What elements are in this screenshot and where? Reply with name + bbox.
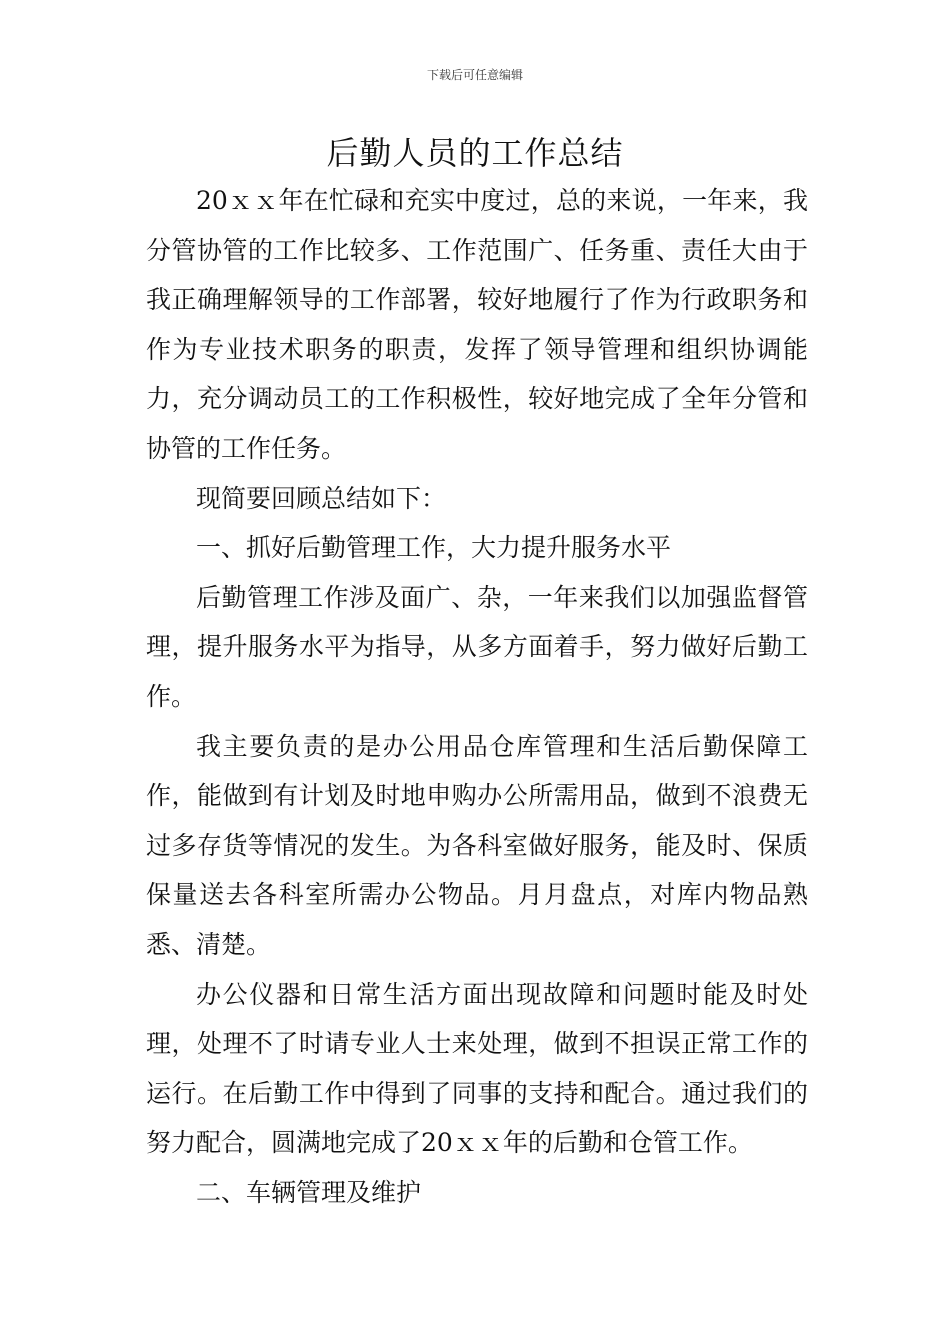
- section-heading-2: 二、车辆管理及维护: [196, 1177, 422, 1207]
- document-title: 后勤人员的工作总结: [326, 134, 624, 172]
- document-body: [146, 176, 808, 1217]
- section-heading-1: 一、抓好后勤管理工作，大力提升服务水平: [196, 533, 672, 563]
- paragraph-intro: 20ｘｘ年在忙碌和充实中度过，总的来说，一年来，我分管协管的工作比较多、工作范围广、任务重、责任大由于我正确理解领导的工作部署，较好地履行了作为行政职务和作为专业技术职务的职责，发挥了领导管理和组织协调能力，充分调动员工的工作积极性，较好地完成了全年分管和协管的工作任务。: [146, 186, 808, 463]
- paragraph-summary-lead: 现简要回顾总结如下：: [196, 483, 447, 513]
- paragraph-office-supplies: 我主要负责的是办公用品仓库管理和生活后勤保障工作，能做到有计划及时地申购办公所需用品，做到不浪费无过多存货等情况的发生。为各科室做好服务，能及时、保质保量送去各科室所需办公物品。月月盘点，对库内物品熟悉、清楚。: [146, 731, 808, 959]
- header-note: 下载后可任意编辑: [426, 68, 523, 82]
- paragraph-equipment: 办公仪器和日常生活方面出现故障和问题时能及时处理，处理不了时请专业人士来处理，做到不担误正常工作的运行。在后勤工作中得到了同事的支持和配合。通过我们的努力配合，圆满地完成了20ｘｘ年的后勤和仓管工作。: [146, 979, 808, 1158]
- paragraph-logistics: 后勤管理工作涉及面广、杂，一年来我们以加强监督管理，提升服务水平为指导，从多方面着手，努力做好后勤工作。: [146, 582, 808, 711]
